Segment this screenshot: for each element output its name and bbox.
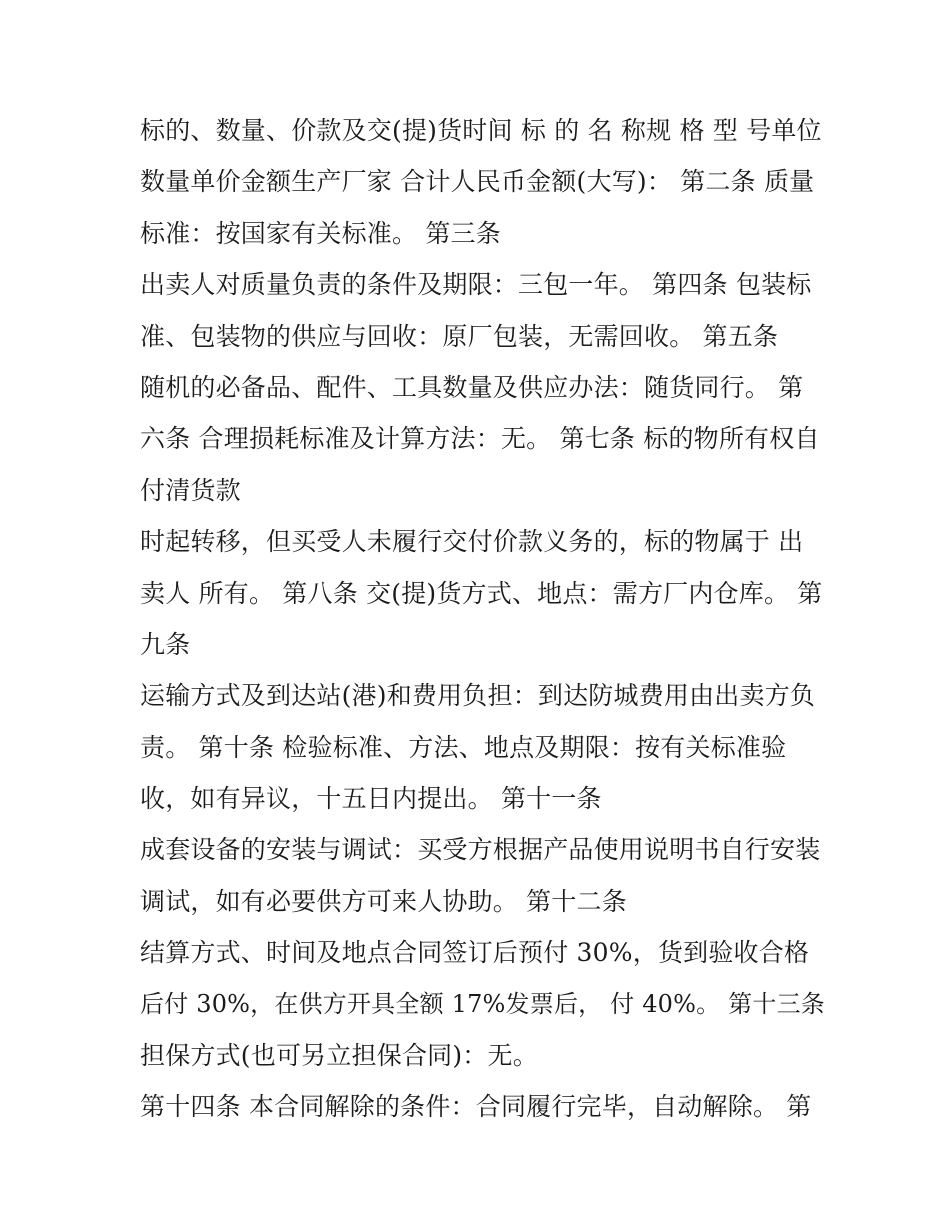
text-line: 担保方式(也可另立担保合同)：无。 — [140, 1041, 538, 1071]
text-line: 六条 合理损耗标准及计算方法：无。 第七条 标的物所有权自 — [140, 424, 820, 454]
text-line: 九条 — [140, 629, 191, 659]
text-line: 结算方式、时间及地点合同签订后预付 30%，货到验收合格 — [140, 938, 810, 968]
text-line: 时起转移，但买受人未履行交付价款义务的，标的物属于 出 — [140, 527, 804, 557]
contract-text-body — [140, 105, 830, 1133]
text-line: 卖人 所有。 第八条 交(提)货方式、地点：需方厂内仓库。 第 — [140, 578, 823, 608]
text-line: 后付 30%，在供方开具全额 17%发票后， 付 40%。 第十三条 — [140, 989, 825, 1018]
text-line: 付清货款 — [140, 475, 241, 505]
text-line: 准、包装物的供应与回收：原厂包装，无需回收。 第五条 — [140, 321, 779, 351]
text-line: 出卖人对质量负责的条件及期限：三包一年。 第四条 包装标 — [140, 270, 812, 300]
text-line: 标的、数量、价款及交(提)货时间 标 的 名 称规 格 型 号单位 — [140, 116, 822, 145]
text-line: 随机的必备品、配件、工具数量及供应办法：随货同行。 第 — [140, 372, 804, 402]
text-line: 成套设备的安装与调试：买受方根据产品使用说明书自行安装 — [140, 835, 821, 865]
text-line: 标准：按国家有关标准。 第三条 — [140, 218, 501, 248]
text-line: 数量单价金额生产厂家 合计人民币金额(大写)： 第二条 质量 — [140, 167, 815, 197]
text-line: 运输方式及到达站(港)和费用负担：到达防城费用由出卖方负 — [140, 681, 816, 711]
text-line: 收，如有异议，十五日内提出。 第十一条 — [140, 784, 602, 814]
text-line: 调试，如有必要供方可来人协助。 第十二条 — [140, 886, 627, 916]
text-line: 第十四条 本合同解除的条件：合同履行完毕，自动解除。 第 — [140, 1092, 812, 1122]
text-line: 责。 第十条 检验标准、方法、地点及期限：按有关标准验 — [140, 732, 787, 762]
